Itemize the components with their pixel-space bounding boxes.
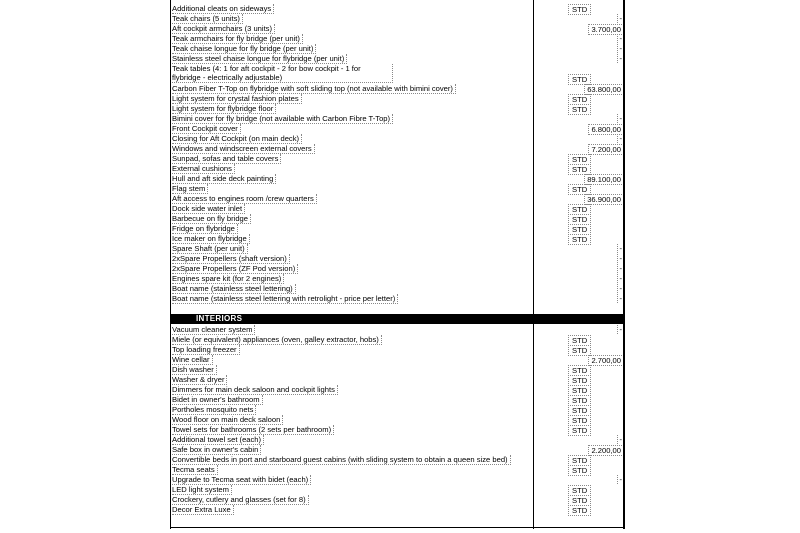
- option-row: [170, 94, 625, 104]
- standard-badge: STD: [568, 94, 591, 105]
- option-description: Closing for Aft Cockpit (on main deck): [172, 134, 302, 144]
- option-description: Teak chairs (5 units): [172, 14, 243, 24]
- option-description: Wine cellar: [172, 355, 213, 365]
- not-priced-dash: -: [619, 14, 622, 23]
- standard-badge: STD: [568, 104, 591, 115]
- option-description: Dimmers for main deck saloon and cockpit lights: [172, 385, 338, 395]
- standard-badge: STD: [568, 465, 591, 476]
- option-row: [170, 254, 625, 264]
- not-priced-dash: -: [619, 475, 622, 484]
- option-row: [170, 224, 625, 234]
- standard-badge: STD: [568, 345, 591, 356]
- option-description: 2xSpare Propellers (shaft version): [172, 254, 290, 264]
- option-description: Sunpad, sofas and table covers: [172, 154, 281, 164]
- option-row: [170, 44, 625, 54]
- standard-badge: STD: [568, 485, 591, 496]
- option-row: [170, 124, 625, 134]
- option-row: [170, 284, 625, 294]
- standard-badge: STD: [568, 335, 591, 346]
- option-description: Ice maker on flybridge: [172, 234, 250, 244]
- option-description: Miele (or equivalent) appliances (oven, galley extractor, hobs): [172, 335, 382, 345]
- option-description: Upgrade to Tecma seat with bidet (each): [172, 475, 311, 485]
- option-row: [170, 405, 625, 415]
- standard-badge: STD: [568, 385, 591, 396]
- interiors-section-title: INTERIORS: [196, 314, 243, 323]
- interiors-section-header: [170, 314, 625, 324]
- option-row: [170, 475, 625, 485]
- option-row: [170, 355, 625, 365]
- option-price: 6.800,00: [588, 124, 622, 135]
- option-description: Flag stem: [172, 184, 208, 194]
- option-description: Fridge on flybridge: [172, 224, 238, 234]
- standard-badge: STD: [568, 365, 591, 376]
- option-row: [170, 264, 625, 274]
- option-description: Teak armchairs for fly bridge (per unit): [172, 34, 303, 44]
- standard-badge: STD: [568, 234, 591, 245]
- standard-badge: STD: [568, 204, 591, 215]
- option-row: [170, 4, 625, 14]
- option-row: [170, 34, 625, 44]
- not-priced-dash: -: [619, 435, 622, 444]
- option-row: [170, 274, 625, 284]
- standard-badge: STD: [568, 395, 591, 406]
- option-description: Towel sets for bathrooms (2 sets per bathroom): [172, 425, 334, 435]
- not-priced-dash: -: [619, 34, 622, 43]
- standard-badge: STD: [568, 154, 591, 165]
- option-row: [170, 104, 625, 114]
- option-description: Light system for crystal fashion plates: [172, 94, 302, 104]
- option-row: [170, 184, 625, 194]
- option-description: Washer & dryer: [172, 375, 227, 385]
- not-priced-dash: -: [619, 325, 622, 334]
- option-row: [170, 164, 625, 174]
- option-row: [170, 64, 625, 84]
- option-description: Barbecue on fly bridge: [172, 214, 251, 224]
- option-description: Front Cockpit cover: [172, 124, 241, 134]
- option-row: [170, 204, 625, 214]
- option-description: Teak tables (4: 1 for aft cockpit - 2 for bow cockpit - 1 for flybridge - electrically adjustable): [172, 64, 393, 83]
- standard-badge: STD: [568, 425, 591, 436]
- option-row: [170, 335, 625, 345]
- option-row: [170, 415, 625, 425]
- option-price: 3.700,00: [588, 24, 622, 35]
- option-row: [170, 194, 625, 204]
- option-description: Dock side water inlet: [172, 204, 245, 214]
- option-description: Boat name (stainless steel lettering with retrolight - price per letter): [172, 294, 398, 304]
- standard-badge: STD: [568, 495, 591, 506]
- option-price: 2.700,00: [588, 355, 622, 366]
- standard-badge: STD: [568, 214, 591, 225]
- standard-badge: STD: [568, 184, 591, 195]
- option-description: Top loading freezer: [172, 345, 240, 355]
- option-price: 36.900,00: [584, 194, 622, 205]
- option-row: [170, 385, 625, 395]
- table-border-bottom: [170, 527, 625, 528]
- standard-badge: STD: [568, 455, 591, 466]
- option-description: Portholes mosquito nets: [172, 405, 256, 415]
- not-priced-dash: -: [619, 274, 622, 283]
- option-description: Additional cleats on sideways: [172, 4, 274, 14]
- standard-badge: STD: [568, 505, 591, 516]
- option-row: [170, 244, 625, 254]
- standard-badge: STD: [568, 224, 591, 235]
- option-row: [170, 445, 625, 455]
- option-description: Decor Extra Luxe: [172, 505, 234, 515]
- option-description: Hull and aft side deck painting: [172, 174, 276, 184]
- option-description: Boat name (stainless steel lettering): [172, 284, 296, 294]
- option-row: [170, 395, 625, 405]
- standard-badge: STD: [568, 405, 591, 416]
- option-row: [170, 14, 625, 24]
- option-description: Bimini cover for fly bridge (not available with Carbon Fibre T-Top): [172, 114, 393, 124]
- option-row: [170, 24, 625, 34]
- option-row: [170, 325, 625, 335]
- option-description: Convertible beds in port and starboard guest cabins (with sliding system to obtain a queen size bed): [172, 455, 511, 465]
- option-row: [170, 294, 625, 304]
- option-description: External cushions: [172, 164, 235, 174]
- option-row: [170, 54, 625, 64]
- option-price: 89.100,00: [584, 174, 622, 185]
- option-row: [170, 465, 625, 475]
- standard-badge: STD: [568, 375, 591, 386]
- option-row: [170, 114, 625, 124]
- option-description: Dish washer: [172, 365, 217, 375]
- option-row: [170, 214, 625, 224]
- option-row: [170, 425, 625, 435]
- not-priced-dash: -: [619, 54, 622, 63]
- option-description: Additional towel set (each): [172, 435, 264, 445]
- option-row: [170, 84, 625, 94]
- option-description: Safe box in owner's cabin: [172, 445, 261, 455]
- not-priced-dash: -: [619, 264, 622, 273]
- not-priced-dash: -: [619, 44, 622, 53]
- option-description: Carbon Fiber T-Top on flybridge with soft sliding top (not available with bimini cover): [172, 84, 456, 94]
- option-description: Vacuum cleaner system: [172, 325, 255, 335]
- not-priced-dash: -: [619, 284, 622, 293]
- standard-badge: STD: [568, 164, 591, 175]
- option-description: 2xSpare Propellers (ZF Pod version): [172, 264, 298, 274]
- option-row: [170, 174, 625, 184]
- option-row: [170, 365, 625, 375]
- option-row: [170, 455, 625, 465]
- option-description: Wood floor on main deck saloon: [172, 415, 283, 425]
- option-row: [170, 134, 625, 144]
- option-description: Bidet in owner's bathroom: [172, 395, 263, 405]
- option-description: LED light system: [172, 485, 232, 495]
- option-description: Spare Shaft (per unit): [172, 244, 248, 254]
- option-description: Windows and windscreen external covers: [172, 144, 315, 154]
- standard-badge: STD: [568, 4, 591, 15]
- option-row: [170, 144, 625, 154]
- not-priced-dash: -: [619, 294, 622, 303]
- option-description: Aft access to engines room /crew quarters: [172, 194, 317, 204]
- option-description: Tecma seats: [172, 465, 218, 475]
- not-priced-dash: -: [619, 134, 622, 143]
- not-priced-dash: -: [619, 254, 622, 263]
- option-row: [170, 345, 625, 355]
- standard-badge: STD: [568, 74, 591, 85]
- standard-badge: STD: [568, 415, 591, 426]
- option-description: Aft cockpit armchairs (3 units): [172, 24, 275, 34]
- option-description: Teak chaise longue for fly bridge (per unit): [172, 44, 316, 54]
- option-description: Light system for flybridge floor: [172, 104, 276, 114]
- option-row: [170, 435, 625, 445]
- option-row: [170, 375, 625, 385]
- option-description: Crockery, cutlery and glasses (set for 8): [172, 495, 309, 505]
- not-priced-dash: -: [619, 114, 622, 123]
- option-row: [170, 234, 625, 244]
- option-price: 7.200,00: [588, 144, 622, 155]
- option-description: Stainless steel chaise longue for flybridge (per unit): [172, 54, 347, 64]
- not-priced-dash: -: [619, 244, 622, 253]
- option-price: 63.800,00: [584, 84, 622, 95]
- option-row: [170, 495, 625, 505]
- option-row: [170, 154, 625, 164]
- option-description: Engines spare kit (for 2 engines): [172, 274, 284, 284]
- option-row: [170, 485, 625, 495]
- option-row: [170, 505, 625, 515]
- option-price: 2.200,00: [588, 445, 622, 456]
